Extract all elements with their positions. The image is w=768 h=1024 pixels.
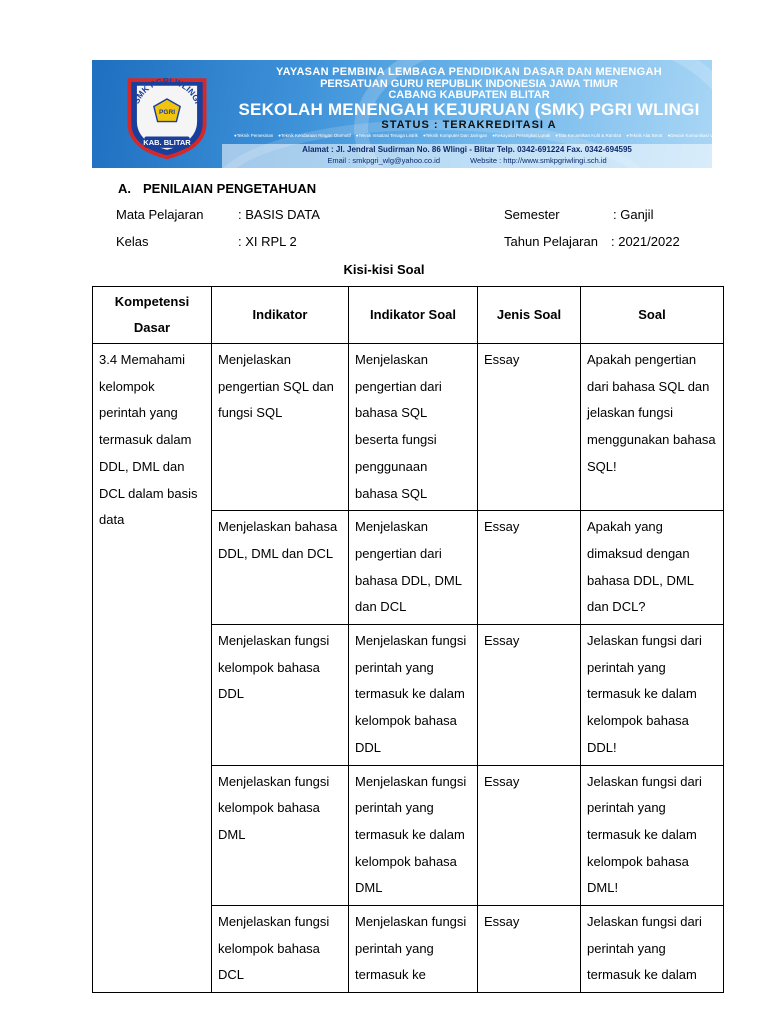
section-number: A.: [118, 181, 131, 196]
soal-cell: Jelaskan fungsi dari perintah yang termasuk ke dalam kelompok bahasa DDL!: [581, 625, 724, 766]
foundation-name: YAYASAN PEMBINA LEMBAGA PENDIDIKAN DASAR DAN MENENGAH: [275, 66, 663, 78]
soal-cell: Jelaskan fungsi dari perintah yang termasuk ke dalam kelompok bahasa DML!: [581, 765, 724, 906]
indikator-soal-cell: Menjelaskan fungsi perintah yang termasuk ke dalam kelompok bahasa DML: [349, 765, 478, 906]
semester-value: : Ganjil: [613, 207, 654, 222]
section-title: PENILAIAN PENGETAHUAN: [143, 181, 317, 196]
header-soal: Soal: [581, 287, 724, 344]
semester-label: Semester: [504, 207, 560, 222]
indikator-cell: Menjelaskan fungsi kelompok bahasa DCL: [212, 906, 349, 993]
school-contact: [232, 156, 702, 165]
header-jenis-soal: Jenis Soal: [478, 287, 581, 344]
branch-name: CABANG KABUPATEN BLITAR: [388, 89, 550, 101]
program-item: ● Tata Kecantikan Kulit & Rambut: [555, 133, 621, 142]
question-grid-table: [92, 286, 724, 993]
class-label: Kelas: [116, 234, 149, 249]
subject-value: : BASIS DATA: [238, 207, 320, 222]
letterhead-banner: [92, 60, 723, 168]
school-email: Email : smkpgri_wlg@yahoo.co.id: [327, 156, 440, 165]
school-address: Alamat : Jl. Jendral Sudirman No. 86 Wlingi - Blitar Telp. 0342-691224 Fax. 0342-694595: [302, 145, 632, 154]
soal-cell: Jelaskan fungsi dari perintah yang termasuk ke dalam: [581, 906, 724, 993]
subject-label: Mata Pelajaran: [116, 207, 204, 222]
jenis-soal-cell: Essay: [478, 765, 581, 906]
program-item: ● Desain Komunikasi Visual: [667, 133, 722, 142]
program-item: ● Teknik Kendaraan Ringan Otomotif: [278, 133, 351, 142]
jenis-soal-cell: Essay: [478, 625, 581, 766]
table-header-row: [93, 287, 724, 344]
indikator-cell: Menjelaskan pengertian SQL dan fungsi SQL: [212, 344, 349, 511]
indikator-soal-cell: Menjelaskan pengertian dari bahasa SQL beserta fungsi penggunaan bahasa SQL: [349, 344, 478, 511]
academic-year-label: Tahun Pelajaran: [504, 234, 598, 249]
header-indikator: Indikator: [212, 287, 349, 344]
school-website: Website : http://www.smkpgriwlingi.sch.id: [470, 156, 607, 165]
table-row: [93, 344, 724, 511]
class-value: : XI RPL 2: [238, 234, 297, 249]
association-name: PERSATUAN GURU REPUBLIK INDONESIA JAWA TIMUR: [320, 78, 618, 90]
logo-top-text: SMK PGRI WLINGI: [131, 75, 203, 106]
soal-cell: Apakah pengertian dari bahasa SQL dan jelaskan fungsi menggunakan bahasa SQL!: [581, 344, 724, 511]
program-list: [234, 133, 723, 142]
program-item: ● Teknik Pemesinan: [234, 133, 273, 142]
school-name: SEKOLAH MENENGAH KEJURUAN (SMK) PGRI WLINGI: [238, 100, 700, 119]
indikator-cell: Menjelaskan fungsi kelompok bahasa DDL: [212, 625, 349, 766]
indikator-soal-cell: Menjelaskan fungsi perintah yang termasuk ke: [349, 906, 478, 993]
logo-badge-text: PGRI: [158, 109, 176, 116]
program-item: ● Rekayasa Perangkat Lunak: [492, 133, 550, 142]
academic-year-value: : 2021/2022: [611, 234, 680, 249]
indikator-cell: Menjelaskan bahasa DDL, DML dan DCL: [212, 511, 349, 625]
soal-cell: Apakah yang dimaksud dengan bahasa DDL, DML dan DCL?: [581, 511, 724, 625]
indikator-cell: Menjelaskan fungsi kelompok bahasa DML: [212, 765, 349, 906]
jenis-soal-cell: Essay: [478, 344, 581, 511]
jenis-soal-cell: Essay: [478, 511, 581, 625]
header-indikator-soal: Indikator Soal: [349, 287, 478, 344]
accreditation-status: STATUS : TERAKREDITASI A: [381, 119, 557, 131]
header-kompetensi-dasar: Kompetensi Dasar: [93, 287, 212, 344]
kompetensi-dasar-cell: 3.4 Memahami kelompok perintah yang termasuk dalam DDL, DML dan DCL dalam basis data: [93, 344, 212, 993]
table-caption: Kisi-kisi Soal: [343, 262, 425, 277]
indikator-soal-cell: Menjelaskan pengertian dari bahasa DDL, DML dan DCL: [349, 511, 478, 625]
school-logo-icon: [120, 67, 214, 161]
program-item: ● Teknik Instalasi Tenaga Listrik: [356, 133, 418, 142]
logo-bottom-text: KAB. BLITAR: [143, 138, 191, 148]
jenis-soal-cell: Essay: [478, 906, 581, 993]
program-item: ● Teknik Alat Berat: [626, 133, 662, 142]
program-item: ● Teknik Komputer Dan Jaringan: [423, 133, 487, 142]
indikator-soal-cell: Menjelaskan fungsi perintah yang termasuk ke dalam kelompok bahasa DDL: [349, 625, 478, 766]
